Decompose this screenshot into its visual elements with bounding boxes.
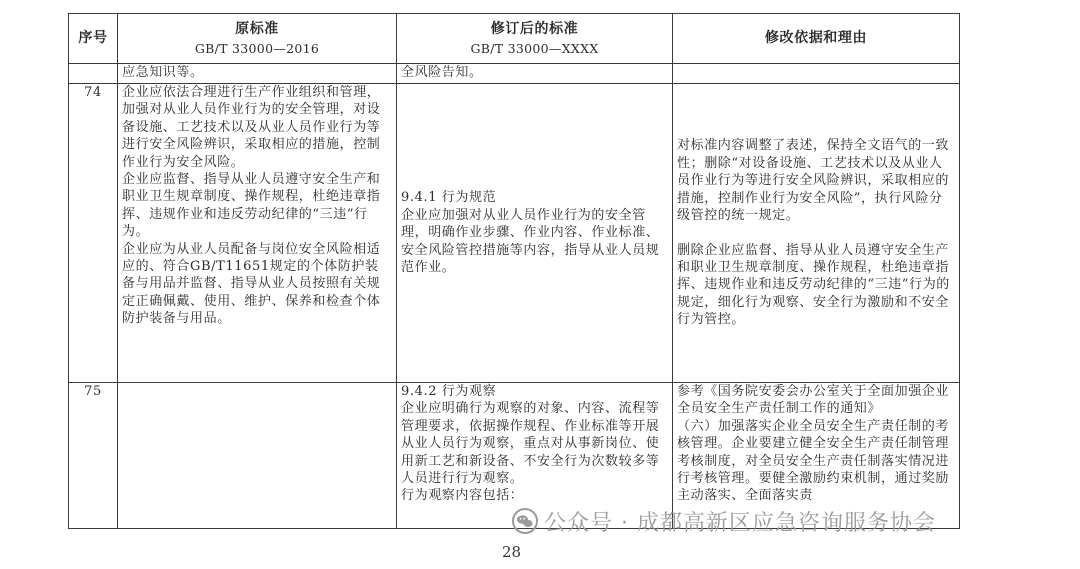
row74-reason-cell [673,84,960,383]
row74-reason-para-2: 删除企业应监督、指导从业人员遵守安全生产和职业卫生规章制度、操作规程，杜绝违章指挥、违规作业和违反劳动纪律的“三违”行为的规定，细化行为观察、安全行为激励和不安全行为管控。 [677,242,950,328]
carry-seq-cell [69,64,118,84]
row75-original-cell [118,383,397,529]
row75-revised-tail: 行为观察内容包括： [401,488,524,504]
row75-revised-heading: 9.4.2 行为观察 [401,384,497,399]
wechat-icon [512,508,538,534]
header-revised-code: GB/T 33000—XXXX [470,40,599,56]
header-seq: 序号 [69,14,118,64]
header-original [118,14,397,64]
header-reason: 修改依据和理由 [673,14,960,64]
row74-original-para-3: 企业应为从业人员配备与岗位安全风险相适应的、符合GB/T11651规定的个体防护装备与用品并监督、指导从业人员按照有关规定正确佩戴、使用、维护、保养和检查个体防护装备与用品。 [122,241,381,327]
watermark [512,504,936,538]
header-revised-title: 修订后的标准 [490,20,579,37]
carry-original-cell: 应急知识等。 [118,64,397,84]
row74-original-cell [118,84,397,383]
row75-reason-para-1: 参考《国务院安委会办公室关于全面加强企业全员安全生产责任制工作的通知》 [677,384,950,417]
carry-reason-cell [673,64,960,84]
carry-revised-cell: 全风险告知。 [397,64,673,84]
table-row-74 [69,84,960,383]
header-row [69,14,960,64]
row74-revised-cell [397,84,673,383]
table-row-carryover [69,64,960,84]
row-number: 75 [69,383,118,529]
row74-revised-heading: 9.4.1 行为规范 [401,190,497,206]
row74-reason-para-1: 对标准内容调整了表述，保持全文语气的一致性；删除“对设备设施、工艺技术以及从业人员作业行为等进行安全风险辨识，采取相应的措施，控制作业行为安全风险”，执行风险分级管控的统一规定。 [677,138,950,224]
row74-original-para-2: 企业应监督、指导从业人员遵守安全生产和职业卫生规章制度、操作规程，杜绝违章指挥、违规作业和违反劳动纪律的“三违”行为。 [122,172,381,240]
row74-original-para-1: 企业应依法合理进行生产作业组织和管理，加强对从业人员作业行为的安全管理，对设备设施、工艺技术以及从业人员作业行为等进行安全风险辨识，采取相应的措施，控制作业行为安全风险。 [122,85,381,170]
revision-comparison-table [68,13,960,529]
header-revised [397,14,673,64]
row75-reason-para-2: （六）加强落实企业全员安全生产责任制的考核管理。企业要建立健全安全生产责任制管理考核制度，对全员安全生产责任制落实情况进行考核管理。要健全激励约束机制，通过奖励主动落实、全面落实责 [677,418,950,504]
page-number: 28 [502,543,522,561]
header-original-code: GB/T 33000—2016 [194,40,320,56]
row-number: 74 [69,84,118,383]
watermark-text: 公众号 · 成都高新区应急咨询服务协会 [544,510,936,536]
row75-revised-body: 企业应明确行为观察的对象、内容、流程等管理要求，依据操作规程、作业标准等开展从业人员行为观察，重点对从事新岗位、使用新工艺和新设备、不安全行为次数较多等人员进行行为观察。 [401,401,660,487]
row74-revised-body: 企业应加强对从业人员作业行为的安全管理，明确作业步骤、作业内容、作业标准、安全风险管控措施等内容，指导从业人员规范作业。 [401,207,660,276]
header-original-title: 原标准 [235,20,279,37]
paragraph-gap [677,225,955,242]
